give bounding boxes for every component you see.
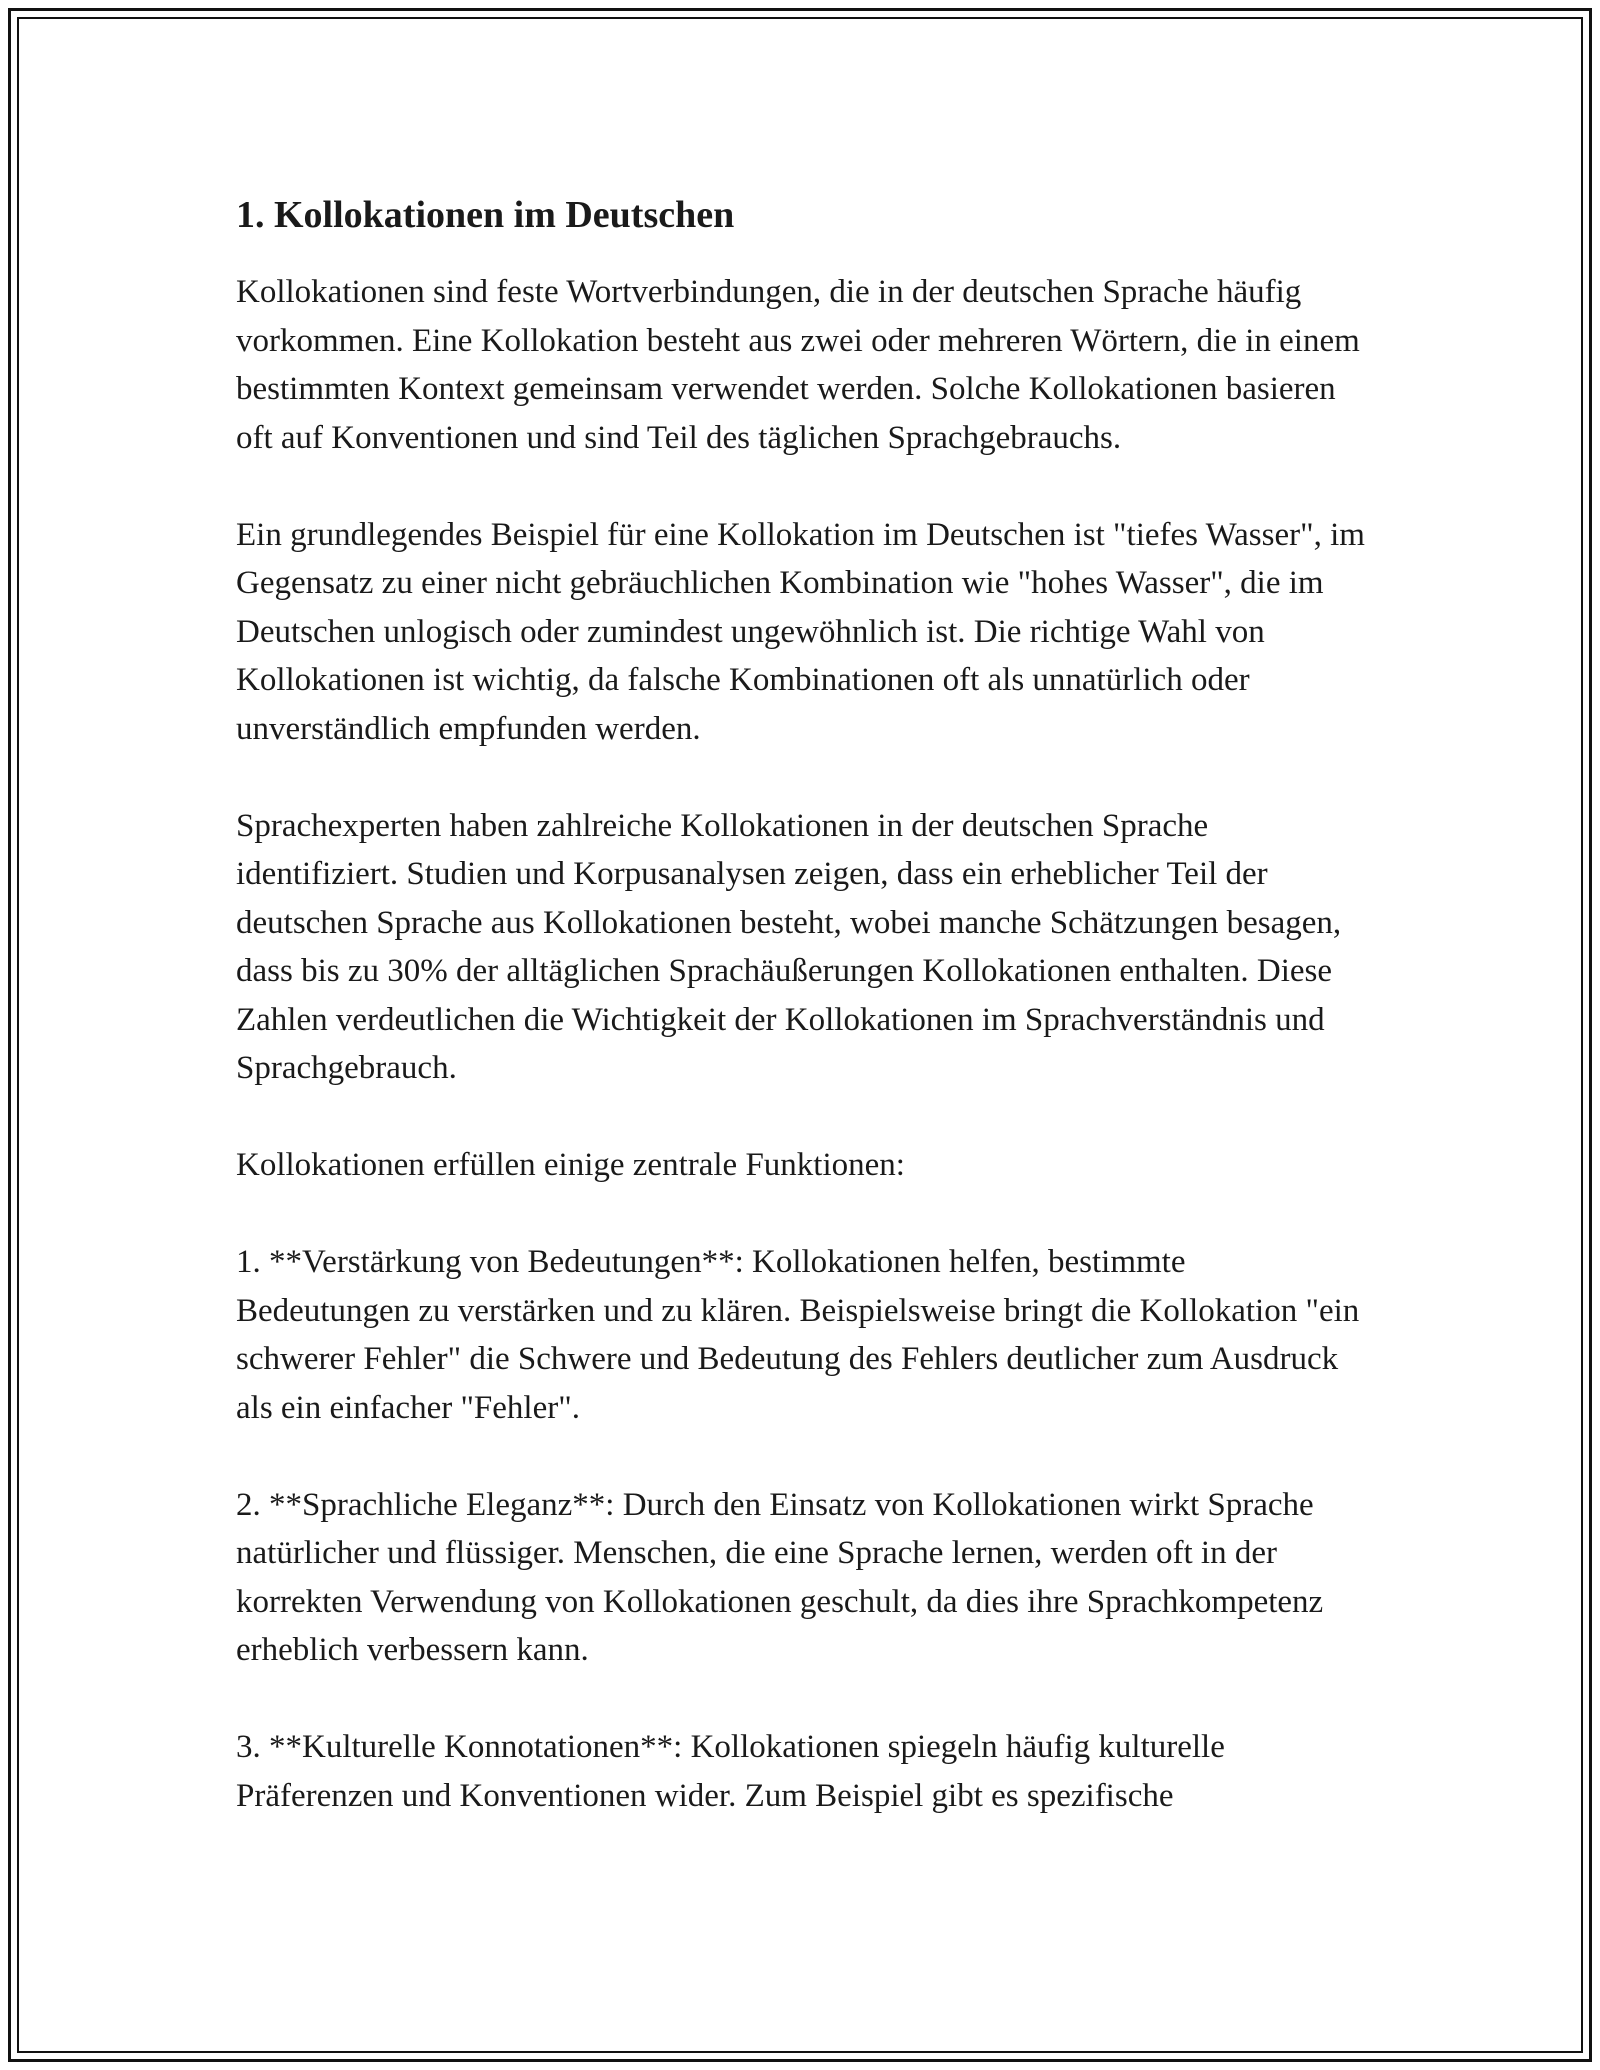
list-item-function-1: 1. **Verstärkung von Bedeutungen**: Kollokationen helfen, bestimmte Bedeutungen zu verstärken und zu klären. Beispielsweise bringt die Kollokation "ein schwerer Fehler" die Schwere und Bedeutung des Fehlers deutlicher zum Ausdruck als ein einfacher "Fehler". xyxy=(236,1244,1360,1426)
paragraph-functions-intro: Kollokationen erfüllen einige zentrale Funktionen: xyxy=(236,1147,905,1183)
paragraph-research: Sprachexperten haben zahlreiche Kollokationen in der deutschen Sprache identifiziert. Studien und Korpusanalysen zeigen, dass ein erheblicher Teil der deutschen Sprache aus Kollokationen besteht, wobei manche Schätzungen besagen, dass bis zu 30% der alltäglichen Sprachäußerungen Kollokationen enthalten. Diese Zahlen verdeutlichen die Wichtigkeit der Kollokationen im Sprachverständnis und Sprachgebrauch. xyxy=(236,807,1342,1086)
list-item-function-3: 3. **Kulturelle Konnotationen**: Kollokationen spiegeln häufig kulturelle Präferenzen und Konventionen wider. Zum Beispiel gibt es spezifische xyxy=(236,1729,1225,1814)
section-heading: 1. Kollokationen im Deutschen xyxy=(236,194,735,236)
list-item-function-2: 2. **Sprachliche Eleganz**: Durch den Einsatz von Kollokationen wirkt Sprache natürlicher und flüssiger. Menschen, die eine Sprache lernen, werden oft in der korrekten Verwendung von Kollokationen geschult, da dies ihre Sprachkompetenz erheblich verbessern kann. xyxy=(236,1486,1324,1668)
paragraph-example: Ein grundlegendes Beispiel für eine Kollokation im Deutschen ist "tiefes Wasser", im Gegensatz zu einer nicht gebräuchlichen Kombination wie "hohes Wasser", die im Deutschen unlogisch oder zumindest ungewöhnlich ist. Die richtige Wahl von Kollokationen ist wichtig, da falsche Kombinationen oft als unnatürlich oder unverständlich empfunden werden. xyxy=(236,516,1365,747)
document-body xyxy=(236,190,1366,1869)
paragraph-intro: Kollokationen sind feste Wortverbindungen, die in der deutschen Sprache häufig vorkommen. Eine Kollokation besteht aus zwei oder mehreren Wörtern, die in einem bestimmten Kontext gemeinsam verwendet werden. Solche Kollokationen basieren oft auf Konventionen und sind Teil des täglichen Sprachgebrauchs. xyxy=(236,274,1360,456)
